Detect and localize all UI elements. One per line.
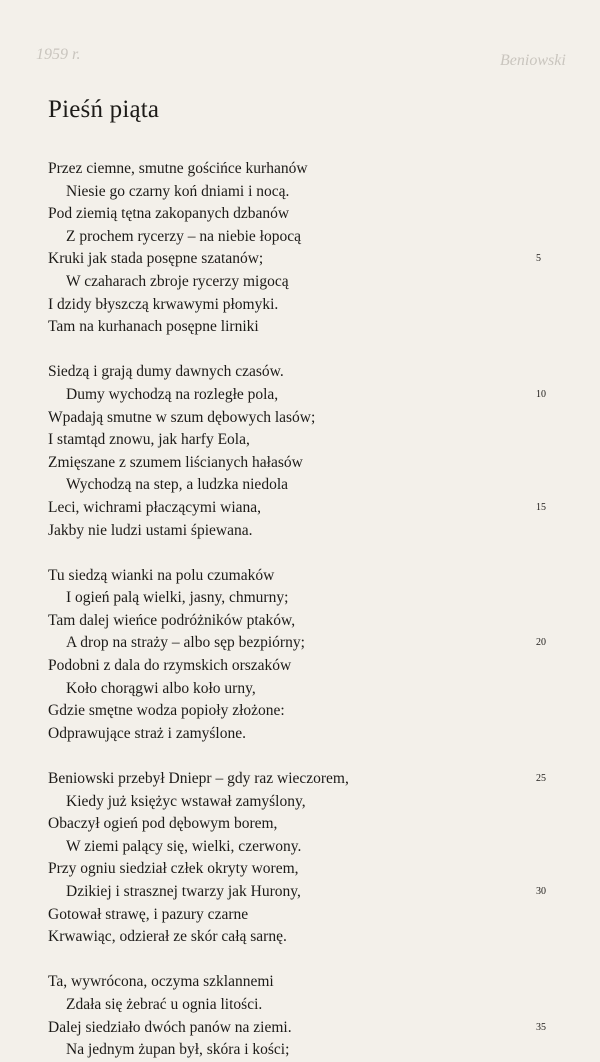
poem-line xyxy=(48,181,568,204)
poem-line xyxy=(48,881,568,904)
poem-line-text: Tam na kurhanach posępne lirniki xyxy=(48,318,259,336)
poem-line xyxy=(48,384,568,407)
poem-line-text: W ziemi palący się, wielki, czerwony. xyxy=(66,837,302,855)
poem-line xyxy=(48,858,568,881)
poem-line xyxy=(48,565,568,588)
poem-line-text: I ogień palą wielki, jasny, chmurny; xyxy=(66,589,289,607)
poem-line xyxy=(48,226,568,249)
poem-line xyxy=(48,700,568,723)
poem-line-text: Dzikiej i strasznej twarzy jak Hurony, xyxy=(66,883,301,900)
poem-line-text: Wychodzą na step, a ludzka niedola xyxy=(66,476,289,494)
stanza-gap xyxy=(48,949,568,972)
poem-line-text: Kiedy już księżyc wstawał zamyślony, xyxy=(66,792,306,810)
poem-line-text: Beniowski przebył Dniepr – gdy raz wieczorem, xyxy=(48,770,349,788)
poem-line xyxy=(48,971,568,994)
poem-line xyxy=(48,474,568,497)
poem-line-text: Dumy wychodzą na rozległe pola, xyxy=(66,385,279,403)
poem-line-text: Tam dalej wieńce podróżników ptaków, xyxy=(48,611,296,629)
poem-line-text: Krwawiąc, odzierał ze skór całą sarnę. xyxy=(48,928,287,946)
poem-line xyxy=(48,610,568,633)
stanza-gap xyxy=(48,745,568,768)
poem-line xyxy=(48,632,568,655)
stanza-gap xyxy=(48,542,568,565)
poem-line-text: Wpadają smutne w szum dębowych lasów; xyxy=(48,408,316,426)
poem-body xyxy=(48,158,568,1062)
poem-line xyxy=(48,271,568,294)
poem-line xyxy=(48,904,568,927)
poem-line-text: Pod ziemią tętna zakopanych dzbanów xyxy=(48,205,290,223)
poem-line xyxy=(48,497,568,520)
poem-line-text: Na jednym żupan był, skóra i kości; xyxy=(66,1041,290,1059)
poem-line-text: Odprawujące straż i zamyślone. xyxy=(48,724,246,742)
poem-line-text: Siedzą i grają dumy dawnych czasów. xyxy=(48,363,284,381)
poem-line xyxy=(48,768,568,791)
poem-line-text: W czaharach zbroje rycerzy migocą xyxy=(66,272,289,290)
poem-line-text: Kruki jak stada posępne szatanów; xyxy=(48,250,264,268)
poem-line-text: Podobni z dala do rzymskich orszaków xyxy=(48,657,292,675)
poem-line-text: I dzidy błyszczą krwawymi płomyki. xyxy=(48,295,279,313)
poem-line xyxy=(48,407,568,430)
poem-line-text: Tu siedzą wianki na polu czumaków xyxy=(48,566,275,584)
poem-line-text: Jakby nie ludzi ustami śpiewana. xyxy=(48,521,253,539)
line-number: 20 xyxy=(536,637,546,649)
poem-line xyxy=(48,248,568,271)
stanza-gap xyxy=(48,339,568,362)
poem-line-text: Obaczył ogień pod dębowym borem, xyxy=(48,815,278,833)
poem-line-text: Przez ciemne, smutne gościńce kurhanów xyxy=(48,160,308,177)
line-number: 35 xyxy=(536,1021,546,1033)
poem-line-text: Leci, wichrami płaczącymi wiana, xyxy=(48,498,262,516)
poem-line xyxy=(48,678,568,701)
line-number: 30 xyxy=(536,886,546,897)
poem-line-text: I stamtąd znowu, jak harfy Eola, xyxy=(48,431,250,449)
poem-line-text: Niesie go czarny koń dniami i nocą. xyxy=(66,182,290,200)
poem-line xyxy=(48,587,568,610)
poem-line xyxy=(48,813,568,836)
poem-line-text: Gdzie smętne wodza popioły złożone: xyxy=(48,702,285,720)
poem-line xyxy=(48,926,568,949)
poem-line-text: Gotował strawę, i pazury czarne xyxy=(48,905,249,923)
poem-line xyxy=(48,1017,568,1040)
poem-line xyxy=(48,361,568,384)
line-number: 25 xyxy=(536,773,546,785)
poem-line-text: Ta, wywrócona, oczyma szklannemi xyxy=(48,973,274,991)
poem-line xyxy=(48,655,568,678)
poem-line-text: Zmięszane z szumem liścianych hałasów xyxy=(48,453,303,471)
line-number: 10 xyxy=(536,388,546,400)
poem-line-text: Przy ogniu siedział człek okryty worem, xyxy=(48,860,299,878)
poem-line xyxy=(48,158,568,181)
poem-line xyxy=(48,836,568,859)
poem-line-text: Zdała się żebrać u ognia litości. xyxy=(66,995,263,1013)
line-number: 5 xyxy=(536,253,541,265)
poem-line xyxy=(48,1039,568,1062)
poem-line xyxy=(48,520,568,543)
poem-line xyxy=(48,316,568,339)
line-number: 15 xyxy=(536,501,546,513)
poem-line xyxy=(48,791,568,814)
poem-line xyxy=(48,429,568,452)
poem-line xyxy=(48,994,568,1017)
bleed-through-header-left: 1959 r. xyxy=(36,46,81,63)
page-title: Pieśń piąta xyxy=(48,96,160,123)
poem-line-text: A drop na straży – albo sęp bezpiórny; xyxy=(66,634,305,652)
poem-line xyxy=(48,723,568,746)
bleed-through-header-right: Beniowski xyxy=(500,52,566,69)
poem-line xyxy=(48,294,568,317)
poem-line xyxy=(48,452,568,475)
poem-line xyxy=(48,203,568,226)
poem-line-text: Z prochem rycerzy – na niebie łopocą xyxy=(66,227,301,245)
poem-line-text: Dalej siedziało dwóch panów na ziemi. xyxy=(48,1018,292,1036)
poem-line-text: Koło chorągwi albo koło urny, xyxy=(66,679,256,697)
